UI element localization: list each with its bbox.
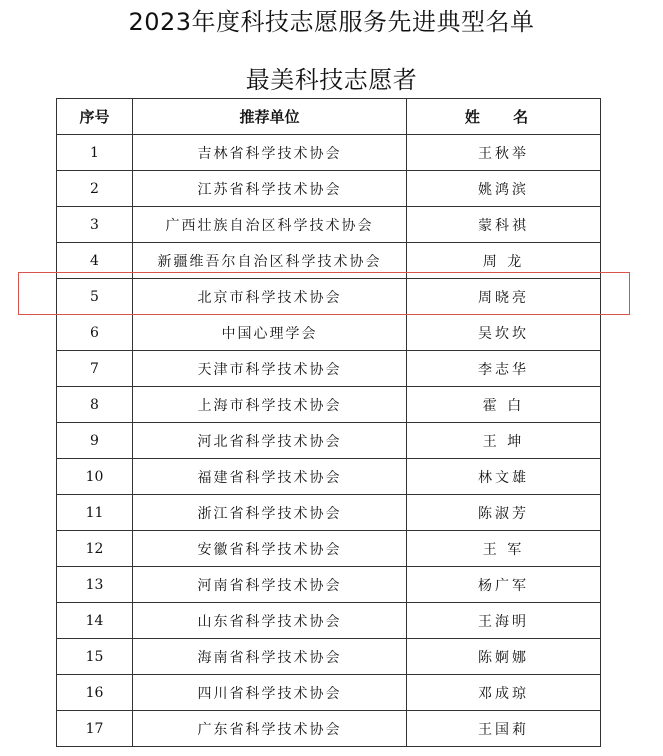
row-person-name: 王秋举: [407, 135, 601, 171]
row-index: 8: [57, 387, 133, 423]
row-person-name: 姚鸿滨: [407, 171, 601, 207]
row-index: 12: [57, 531, 133, 567]
row-index: 6: [57, 315, 133, 351]
row-unit: 中国心理学会: [133, 315, 407, 351]
row-unit: 福建省科学技术协会: [133, 459, 407, 495]
row-unit: 广东省科学技术协会: [133, 711, 407, 747]
table-row: [57, 423, 601, 459]
row-person-name: 王海明: [407, 603, 601, 639]
table-row: [57, 135, 601, 171]
row-person-name: 邓成琼: [407, 675, 601, 711]
row-person-name: 霍 白: [407, 387, 601, 423]
row-index: 9: [57, 423, 133, 459]
row-unit: 上海市科学技术协会: [133, 387, 407, 423]
row-unit: 新疆维吾尔自治区科学技术协会: [133, 243, 407, 279]
row-index: 7: [57, 351, 133, 387]
row-person-name: 周晓亮: [407, 279, 601, 315]
row-unit: 吉林省科学技术协会: [133, 135, 407, 171]
row-person-name: 蒙科祺: [407, 207, 601, 243]
row-person-name: 周 龙: [407, 243, 601, 279]
table-row: [57, 387, 601, 423]
section-subtitle: 最美科技志愿者: [245, 66, 418, 94]
row-unit: 河南省科学技术协会: [133, 567, 407, 603]
row-person-name: 王 坤: [407, 423, 601, 459]
row-unit: 海南省科学技术协会: [133, 639, 407, 675]
table-row: [57, 279, 601, 315]
row-index: 11: [57, 495, 133, 531]
table-row: [57, 639, 601, 675]
column-header-index: 序号: [57, 99, 133, 135]
row-unit: 广西壮族自治区科学技术协会: [133, 207, 407, 243]
row-index: 14: [57, 603, 133, 639]
row-index: 5: [57, 279, 133, 315]
row-person-name: 李志华: [407, 351, 601, 387]
row-index: 13: [57, 567, 133, 603]
row-person-name: 王 军: [407, 531, 601, 567]
table-row: [57, 567, 601, 603]
table-row: [57, 711, 601, 747]
row-person-name: 林文雄: [407, 459, 601, 495]
table-row: [57, 495, 601, 531]
table-row: [57, 675, 601, 711]
row-index: 10: [57, 459, 133, 495]
row-index: 4: [57, 243, 133, 279]
column-header-unit: 推荐单位: [133, 99, 407, 135]
table-row: [57, 315, 601, 351]
table-row: [57, 243, 601, 279]
row-unit: 江苏省科学技术协会: [133, 171, 407, 207]
table-row: [57, 459, 601, 495]
row-index: 3: [57, 207, 133, 243]
row-person-name: 吴坎坎: [407, 315, 601, 351]
table-row: [57, 207, 601, 243]
table-row: [57, 351, 601, 387]
row-unit: 天津市科学技术协会: [133, 351, 407, 387]
row-unit: 安徽省科学技术协会: [133, 531, 407, 567]
table-row: [57, 603, 601, 639]
row-unit: 浙江省科学技术协会: [133, 495, 407, 531]
row-person-name: 陈婀娜: [407, 639, 601, 675]
row-person-name: 陈淑芳: [407, 495, 601, 531]
table-row: [57, 531, 601, 567]
row-index: 17: [57, 711, 133, 747]
column-header-name: 姓 名: [407, 99, 601, 135]
page-title: 2023年度科技志愿服务先进典型名单: [128, 8, 535, 36]
row-person-name: 杨广军: [407, 567, 601, 603]
row-index: 16: [57, 675, 133, 711]
row-person-name: 王国莉: [407, 711, 601, 747]
row-index: 15: [57, 639, 133, 675]
row-index: 2: [57, 171, 133, 207]
row-unit: 四川省科学技术协会: [133, 675, 407, 711]
row-unit: 北京市科学技术协会: [133, 279, 407, 315]
row-index: 1: [57, 135, 133, 171]
table-header-row: [57, 99, 601, 135]
row-unit: 河北省科学技术协会: [133, 423, 407, 459]
recipient-table: [56, 98, 601, 747]
table-row: [57, 171, 601, 207]
row-unit: 山东省科学技术协会: [133, 603, 407, 639]
table-body: [57, 135, 601, 747]
